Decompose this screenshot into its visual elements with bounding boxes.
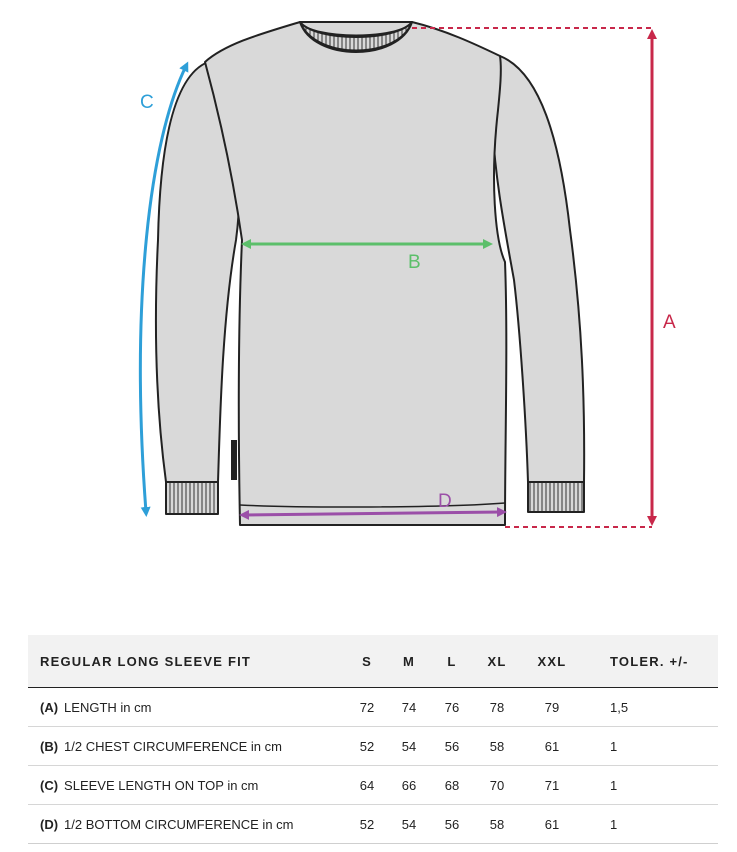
sweater-tag (231, 440, 237, 480)
cell-value: 52 (346, 805, 388, 844)
cell-value: 56 (430, 805, 474, 844)
cell-tolerance: 1,5 (584, 688, 718, 727)
cell-value: 79 (520, 688, 584, 727)
cell-value: 58 (474, 727, 520, 766)
cell-value: 66 (388, 766, 430, 805)
label-b: B (408, 252, 421, 273)
cell-value: 64 (346, 766, 388, 805)
cell-value: 68 (430, 766, 474, 805)
col-header-l: L (430, 635, 474, 688)
cell-tolerance: 1 (584, 727, 718, 766)
table-header-row (28, 635, 718, 688)
row-name: LENGTH in cm (64, 699, 152, 715)
cell-value: 58 (474, 805, 520, 844)
row-label (28, 727, 346, 766)
right-cuff (528, 482, 584, 512)
label-d: D (438, 491, 452, 512)
cell-value: 74 (388, 688, 430, 727)
row-name: SLEEVE LENGTH ON TOP in cm (64, 777, 259, 793)
cell-value: 70 (474, 766, 520, 805)
row-code: (A) (40, 699, 59, 715)
table-row (28, 805, 718, 844)
row-label (28, 688, 346, 727)
cell-value: 54 (388, 727, 430, 766)
cell-value: 61 (520, 727, 584, 766)
cell-value: 54 (388, 805, 430, 844)
table-row (28, 727, 718, 766)
table-row (28, 766, 718, 805)
row-name: 1/2 BOTTOM CIRCUMFERENCE in cm (64, 816, 294, 832)
row-code: (C) (40, 777, 59, 793)
row-name: 1/2 CHEST CIRCUMFERENCE in cm (64, 738, 282, 754)
sweater-shape (156, 22, 584, 525)
cell-tolerance: 1 (584, 805, 718, 844)
row-label (28, 805, 346, 844)
cell-value: 72 (346, 688, 388, 727)
col-header-xl: XL (474, 635, 520, 688)
row-code: (B) (40, 738, 59, 754)
label-a: A (663, 312, 676, 333)
cell-value: 56 (430, 727, 474, 766)
table-title: REGULAR LONG SLEEVE FIT (28, 635, 346, 688)
cell-value: 61 (520, 805, 584, 844)
left-cuff (166, 482, 218, 514)
col-header-m: M (388, 635, 430, 688)
cell-value: 76 (430, 688, 474, 727)
size-chart-table (28, 635, 718, 844)
row-label (28, 766, 346, 805)
cell-value: 78 (474, 688, 520, 727)
col-header-s: S (346, 635, 388, 688)
row-code: (D) (40, 816, 59, 832)
cell-value: 52 (346, 727, 388, 766)
label-c: C (140, 92, 154, 113)
sweater-body (205, 22, 506, 525)
col-header-xxl: XXL (520, 635, 584, 688)
cell-tolerance: 1 (584, 766, 718, 805)
col-header-tolerance: TOLER. +/- (584, 635, 718, 688)
cell-value: 71 (520, 766, 584, 805)
table-row (28, 688, 718, 727)
